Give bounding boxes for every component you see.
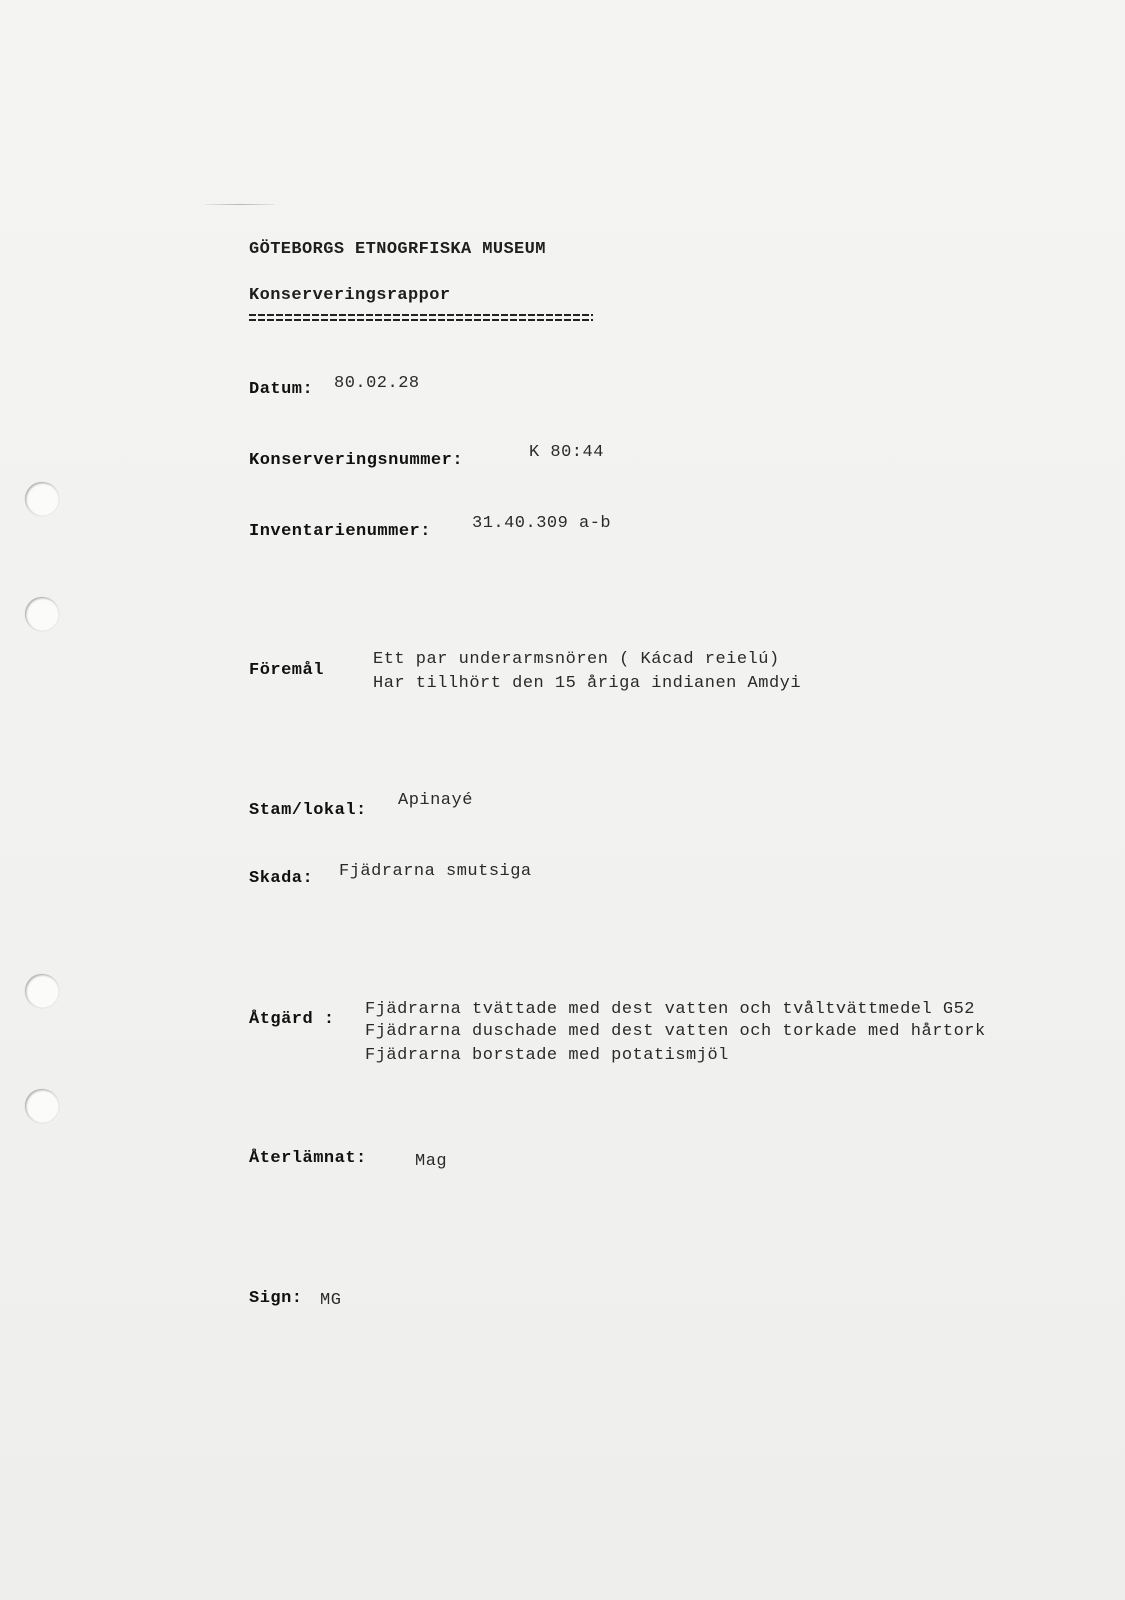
atgard-line-2: Fjädrarna duschade med dest vatten och torkade med hårtork <box>365 1022 986 1041</box>
datum-value: 80.02.28 <box>334 374 420 393</box>
aterlamnat-value: Mag <box>415 1152 448 1171</box>
pencil-mark <box>205 204 275 205</box>
sign-value: MG <box>320 1291 342 1310</box>
punch-hole <box>25 597 59 631</box>
punch-hole <box>25 974 59 1008</box>
foremal-line-1: Ett par underarmsnören ( Kácad reielú) <box>373 650 780 669</box>
konserveringsnummer-value: K 80:44 <box>529 443 604 462</box>
stam-lokal-label: Stam/lokal: <box>249 801 367 820</box>
datum-label: Datum: <box>249 380 314 399</box>
sign-label: Sign: <box>249 1289 303 1308</box>
punch-hole <box>25 482 59 516</box>
skada-label: Skada: <box>249 869 314 888</box>
institution-name: GÖTEBORGS ETNOGRFISKA MUSEUM <box>249 240 546 259</box>
aterlamnat-label: Återlämnat: <box>249 1149 367 1168</box>
foremal-label: Föremål <box>249 661 324 680</box>
title-double-underline <box>249 314 593 324</box>
punch-hole <box>25 1089 59 1123</box>
inventarienummer-value: 31.40.309 a-b <box>472 514 612 533</box>
atgard-label: Åtgärd : <box>249 1010 335 1029</box>
stam-lokal-value: Apinayé <box>398 791 473 810</box>
foremal-line-2: Har tillhört den 15 åriga indianen Amdyi <box>373 674 802 693</box>
report-title: Konserveringsrappor <box>249 286 451 305</box>
konserveringsnummer-label: Konserveringsnummer: <box>249 451 464 470</box>
skada-value: Fjädrarna smutsiga <box>339 862 532 881</box>
inventarienummer-label: Inventarienummer: <box>249 522 431 541</box>
atgard-line-1: Fjädrarna tvättade med dest vatten och tvåltvättmedel G52 <box>365 1000 975 1019</box>
atgard-line-3: Fjädrarna borstade med potatismjöl <box>365 1046 729 1065</box>
